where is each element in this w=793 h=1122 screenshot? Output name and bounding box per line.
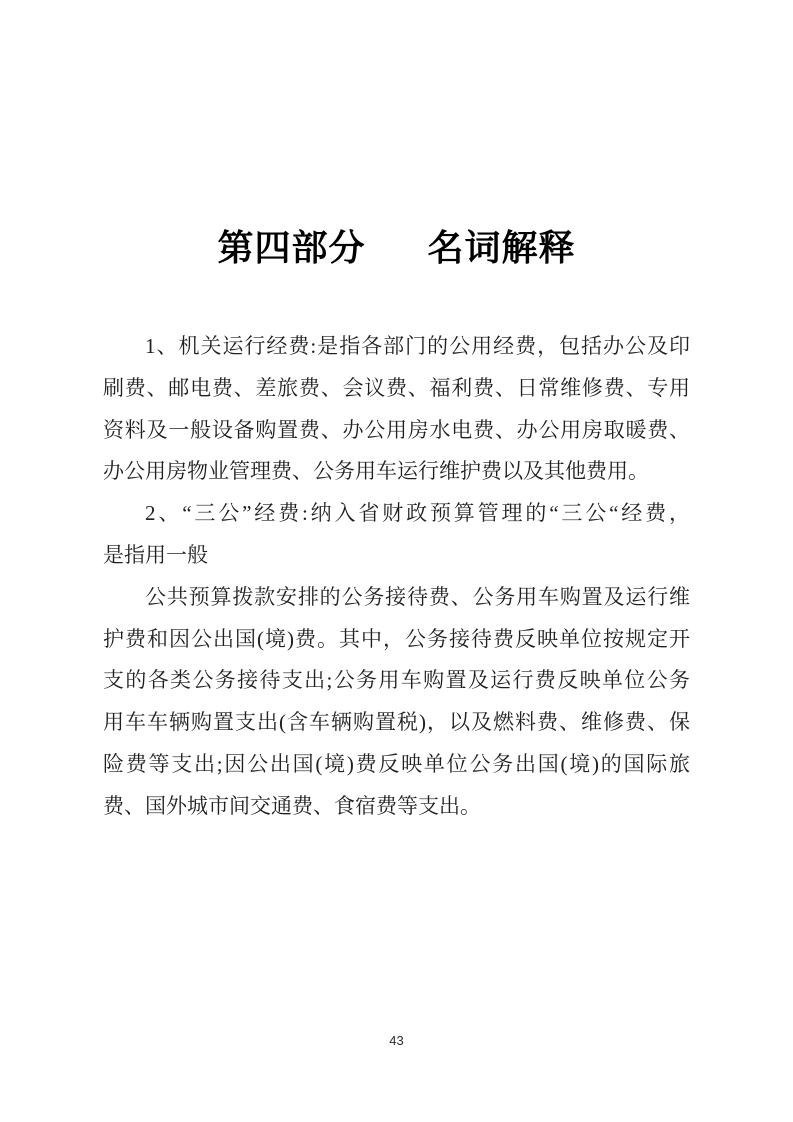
- text-line: 公共预算拨款安排的公务接待费、公务用车购置及运行维: [145, 584, 690, 609]
- text-line: 刷费、邮电费、差旅费、会议费、福利费、日常维修费、专用: [103, 375, 690, 400]
- text-line: 1、机关运行经费:是指各部门的公用经费，包括办公及印: [145, 334, 690, 358]
- page-title-part-2: 名词解释: [427, 228, 576, 268]
- text-line: 用车车辆购置支出(含车辆购置税)，以及燃料费、维修费、保: [103, 710, 690, 735]
- text-line: 办公用房物业管理费、公务用车运行维护费以及其他费用。: [103, 459, 649, 484]
- text-line: 护费和因公出国(境)费。其中，公务接待费反映单位按规定开: [103, 626, 690, 651]
- text-line: 险费等支出;因公出国(境)费反映单位公务出国(境)的国际旅: [103, 751, 690, 776]
- page-number: 43: [389, 1033, 404, 1048]
- page-title-part-1: 第四部分: [217, 228, 366, 268]
- text-line: 费、国外城市间交通费、食宿费等支出。: [103, 793, 481, 818]
- text-line: 2、“三公”经费:纳入省财政预算管理的“三公“经费，: [145, 501, 690, 526]
- text-line: 支的各类公务接待支出;公务用车购置及运行费反映单位公务: [103, 668, 690, 693]
- body-text: [103, 326, 690, 828]
- page-title: [0, 224, 793, 272]
- text-line: 是指用一般: [103, 542, 208, 567]
- text-line: 资料及一般设备购置费、办公用房水电费、办公用房取暖费、: [103, 417, 690, 442]
